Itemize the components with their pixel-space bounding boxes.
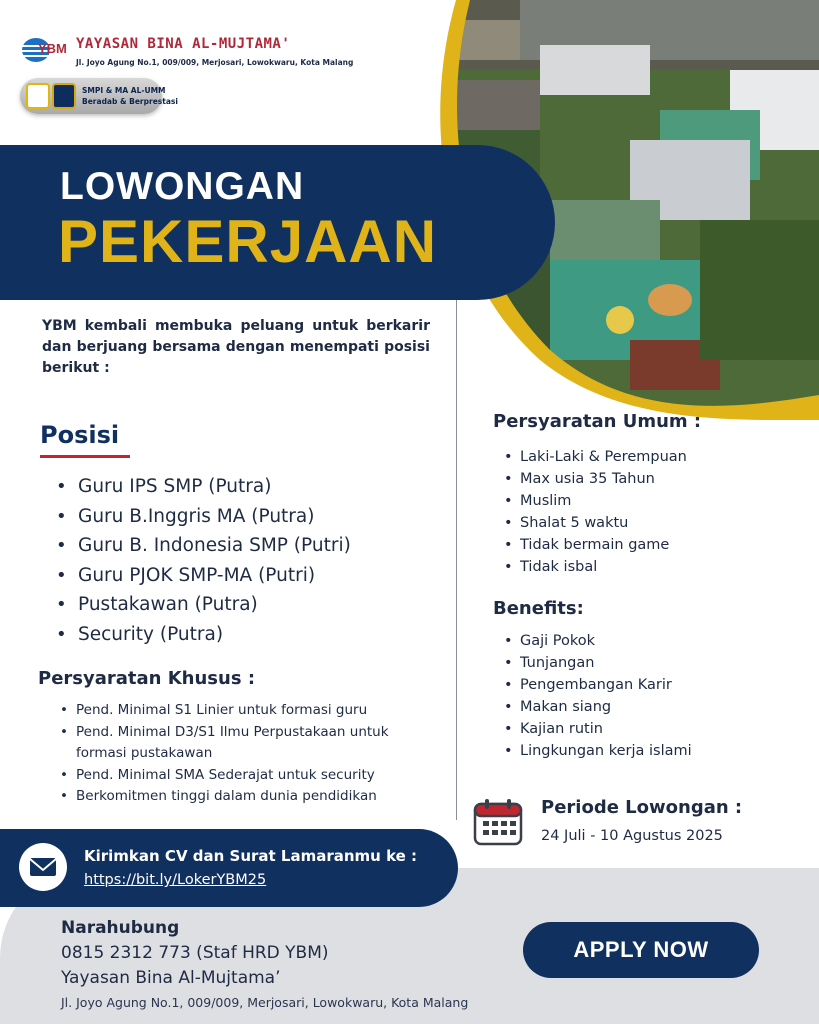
mail-icon bbox=[19, 843, 67, 891]
school-name: SMPI & MA AL-UMM bbox=[82, 86, 166, 95]
list-item: • Pustakawan (Putra) bbox=[56, 592, 446, 622]
calendar-icon bbox=[472, 798, 524, 846]
list-item: • Makan siang bbox=[502, 696, 802, 718]
ybm-logo-icon bbox=[20, 34, 70, 66]
cv-submission-bar bbox=[0, 829, 458, 907]
periode-dates: 24 Juli - 10 Agustus 2025 bbox=[541, 828, 723, 844]
narahubung-heading: Narahubung bbox=[61, 918, 180, 938]
list-item: • Max usia 35 Tahun bbox=[502, 468, 802, 490]
org-address: Jl. Joyo Agung No.1, 009/009, Merjosari, Lowokwaru, Kota Malang bbox=[76, 58, 354, 67]
posisi-underline bbox=[40, 455, 130, 458]
cv-instruction: Kirimkan CV dan Surat Lamaranmu ke : bbox=[84, 847, 418, 865]
title-line2: PEKERJAAN bbox=[58, 208, 438, 275]
list-item: • Tidak isbal bbox=[502, 556, 802, 578]
apply-now-button[interactable]: APPLY NOW bbox=[523, 922, 759, 978]
list-item: • Pend. Minimal D3/S1 Ilmu Perpustakaan untuk formasi pustakawan bbox=[58, 722, 438, 765]
list-item: • Berkomitmen tinggi dalam dunia pendidikan bbox=[58, 786, 438, 808]
cv-link[interactable]: https://bit.ly/LokerYBM25 bbox=[84, 872, 267, 888]
ybm-logo-text: YBM bbox=[38, 41, 67, 56]
list-item: • Pend. Minimal S1 Linier untuk formasi guru bbox=[58, 700, 438, 722]
list-item: • Shalat 5 waktu bbox=[502, 512, 802, 534]
narahubung-phone: 0815 2312 773 (Staf HRD YBM) bbox=[61, 943, 329, 963]
column-divider bbox=[456, 300, 457, 820]
narahubung-org: Yayasan Bina Al-Mujtama’ bbox=[61, 968, 281, 988]
list-item: • Guru IPS SMP (Putra) bbox=[56, 474, 446, 504]
intro-text: YBM kembali membuka peluang untuk berkarir dan berjuang bersama dengan menempati posisi berikut : bbox=[42, 318, 430, 376]
benefits-list bbox=[502, 630, 802, 762]
list-item: • Pengembangan Karir bbox=[502, 674, 802, 696]
list-item: • Pend. Minimal SMA Sederajat untuk security bbox=[58, 765, 438, 787]
list-item: • Guru B. Indonesia SMP (Putri) bbox=[56, 533, 446, 563]
persyaratan-khusus-heading: Persyaratan Khusus : bbox=[38, 668, 256, 689]
mail-icon-circle bbox=[19, 843, 67, 891]
school-seal-icon bbox=[52, 83, 76, 109]
persyaratan-umum-list bbox=[502, 446, 802, 578]
periode-heading: Periode Lowongan : bbox=[541, 797, 743, 818]
list-item: • Gaji Pokok bbox=[502, 630, 802, 652]
list-item: • Tunjangan bbox=[502, 652, 802, 674]
list-item: • Guru PJOK SMP-MA (Putri) bbox=[56, 563, 446, 593]
list-item: • Kajian rutin bbox=[502, 718, 802, 740]
title-line1: LOWONGAN bbox=[60, 165, 305, 208]
school-badge bbox=[20, 78, 178, 114]
persyaratan-umum-heading: Persyaratan Umum : bbox=[493, 411, 702, 432]
school-seal-icon bbox=[26, 83, 50, 109]
org-name: YAYASAN BINA AL-MUJTAMA' bbox=[76, 36, 291, 52]
list-item: • Muslim bbox=[502, 490, 802, 512]
school-tagline: Beradab & Berprestasi bbox=[82, 97, 178, 106]
list-item: • Guru B.Inggris MA (Putra) bbox=[56, 504, 446, 534]
posisi-list bbox=[56, 474, 446, 651]
narahubung-address: Jl. Joyo Agung No.1, 009/009, Merjosari, Lowokwaru, Kota Malang bbox=[61, 995, 469, 1010]
list-item: • Tidak bermain game bbox=[502, 534, 802, 556]
list-item: • Security (Putra) bbox=[56, 622, 446, 652]
list-item: • Lingkungan kerja islami bbox=[502, 740, 802, 762]
benefits-heading: Benefits: bbox=[493, 598, 584, 619]
persyaratan-khusus-list bbox=[58, 700, 438, 808]
posisi-heading: Posisi bbox=[40, 421, 120, 449]
list-item: • Laki-Laki & Perempuan bbox=[502, 446, 802, 468]
